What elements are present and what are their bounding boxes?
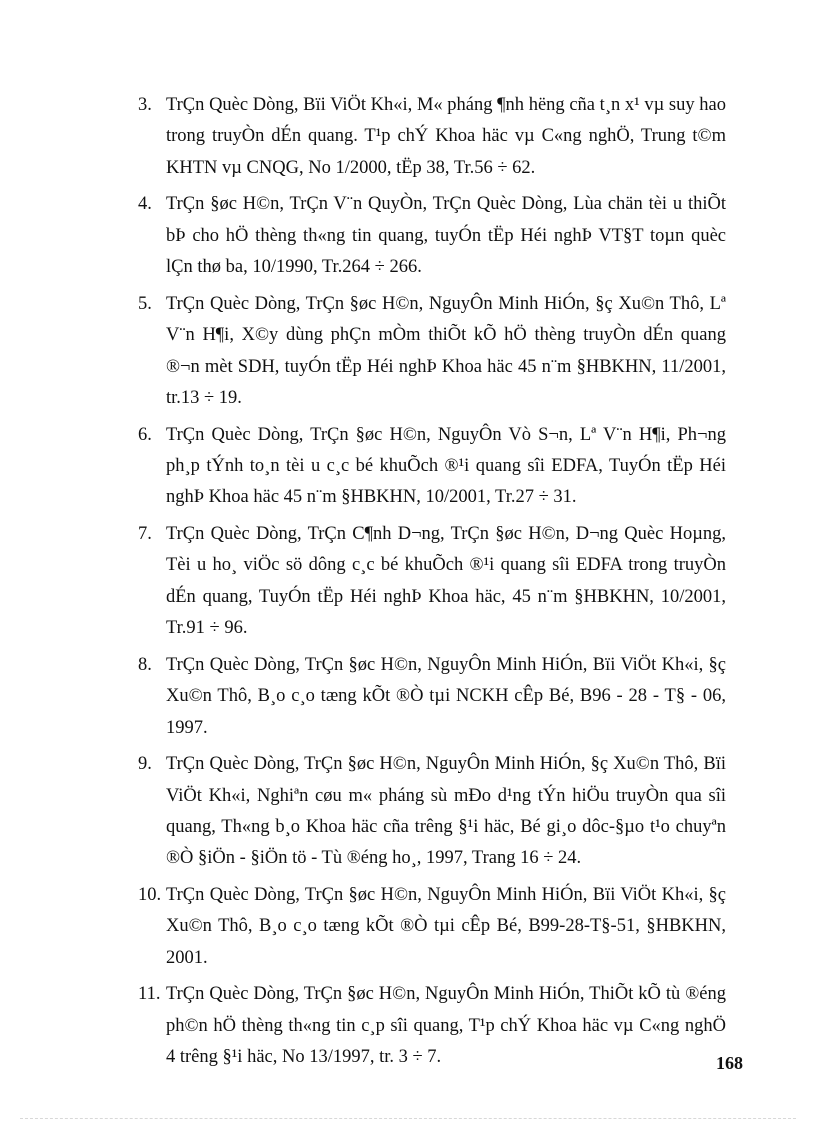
reference-number: 3. [138, 95, 152, 115]
reference-text: TrÇn Quèc Dòng, Bïi ViÖt Kh«i, M« pháng ¶nh hëng cña t¸n x¹ vµ suy hao trong truyÒn dÉn quang. T¹p chÝ Khoa häc vµ C«ng nghÖ, Trung t©m KHTN vµ CNQG, No 1/2000, tËp 38, Tr.56 ÷ 62. [166, 95, 726, 178]
page-number: 168 [716, 1053, 743, 1073]
reference-text: TrÇn Quèc Dòng, TrÇn C¶nh D¬ng, TrÇn §øc H©n, D¬ng Quèc Hoµng, Tèi u ho¸ viÖc sö dông c¸c bé khuÕch ®¹i quang sîi EDFA trong truyÒn dÉn quang, TuyÓn tËp Héi nghÞ Khoa häc, 45 n¨m §HBKHN, 10/2001, Tr.91 ÷ 96. [166, 524, 726, 639]
reference-text: TrÇn Quèc Dòng, TrÇn §øc H©n, NguyÔn Vò S¬n, Lª V¨n H¶i, Ph¬ng ph¸p tÝnh to¸n tèi u c¸c bé khuÕch ®¹i quang sîi EDFA, TuyÓn tËp Héi nghÞ Khoa häc 45 n¨m §HBKHN, 10/2001, Tr.27 ÷ 31. [166, 424, 726, 508]
reference-item-4 [138, 189, 726, 283]
reference-item-10 [138, 880, 726, 974]
page-bottom-divider [20, 1118, 796, 1119]
reference-number: 11. [138, 984, 161, 1005]
reference-number: 7. [138, 524, 152, 545]
reference-item-5 [138, 289, 726, 415]
reference-list [138, 90, 726, 1079]
reference-number: 4. [138, 194, 152, 215]
reference-text: TrÇn Quèc Dòng, TrÇn §øc H©n, NguyÔn Minh HiÓn, §ç Xu©n Thô, Bïi ViÖt Kh«i, Nghiªn cøu m« pháng sù mÐo d¹ng tÝn hiÖu truyÒn qua sîi quang, Th«ng b¸o Khoa häc cña trêng §¹i häc, Bé gi¸o dôc-§µo t¹o chuyªn ®Ò §iÖn - §iÖn tö - Tù ®éng ho¸, 1997, Trang 16 ÷ 24. [166, 754, 726, 869]
reference-text: TrÇn Quèc Dòng, TrÇn §øc H©n, NguyÔn Minh HiÓn, ThiÕt kÕ tù ®éng ph©n hÖ thèng th«ng tin c¸p sîi quang, T¹p chÝ Khoa häc vµ C«ng nghÖ 4 trêng §¹i häc, No 13/1997, tr. 3 ÷ 7. [166, 984, 726, 1068]
reference-text: TrÇn Quèc Dòng, TrÇn §øc H©n, NguyÔn Minh HiÓn, Bïi ViÖt Kh«i, §ç Xu©n Thô, B¸o c¸o tæng kÕt ®Ò tµi NCKH cÊp Bé, B96 - 28 - T§ - 06, 1997. [166, 654, 726, 738]
reference-number: 6. [138, 424, 152, 445]
reference-number: 5. [138, 293, 152, 314]
reference-item-6 [138, 420, 726, 514]
reference-text: TrÇn Quèc Dòng, TrÇn §øc H©n, NguyÔn Minh HiÓn, §ç Xu©n Thô, Lª V¨n H¶i, X©y dùng phÇn mÒm thiÕt kÕ hÖ thèng truyÒn dÉn quang ®¬n mèt SDH, tuyÓn tËp Héi nghÞ Khoa häc 45 n¨m §HBKHN, 11/2001, tr.13 ÷ 19. [166, 293, 726, 409]
reference-number: 8. [138, 654, 152, 675]
reference-item-8 [138, 650, 726, 744]
reference-text: TrÇn §øc H©n, TrÇn V¨n QuyÒn, TrÇn Quèc Dòng, Lùa chän tèi u thiÕt bÞ cho hÖ thèng th«ng tin quang, tuyÓn tËp Héi nghÞ VT§T toµn quèc lÇn thø ba, 10/1990, Tr.264 ÷ 266. [166, 194, 726, 278]
reference-number: 10. [138, 885, 162, 906]
reference-text: TrÇn Quèc Dòng, TrÇn §øc H©n, NguyÔn Minh HiÓn, Bïi ViÖt Kh«i, §ç Xu©n Thô, B¸o c¸o tæng kÕt ®Ò tµi cÊp Bé, B99-28-T§-51, §HBKHN, 2001. [166, 885, 726, 968]
reference-item-9 [138, 749, 726, 875]
reference-item-11 [138, 979, 726, 1073]
reference-number: 9. [138, 754, 152, 775]
reference-item-3 [138, 90, 726, 184]
reference-item-7 [138, 519, 726, 645]
